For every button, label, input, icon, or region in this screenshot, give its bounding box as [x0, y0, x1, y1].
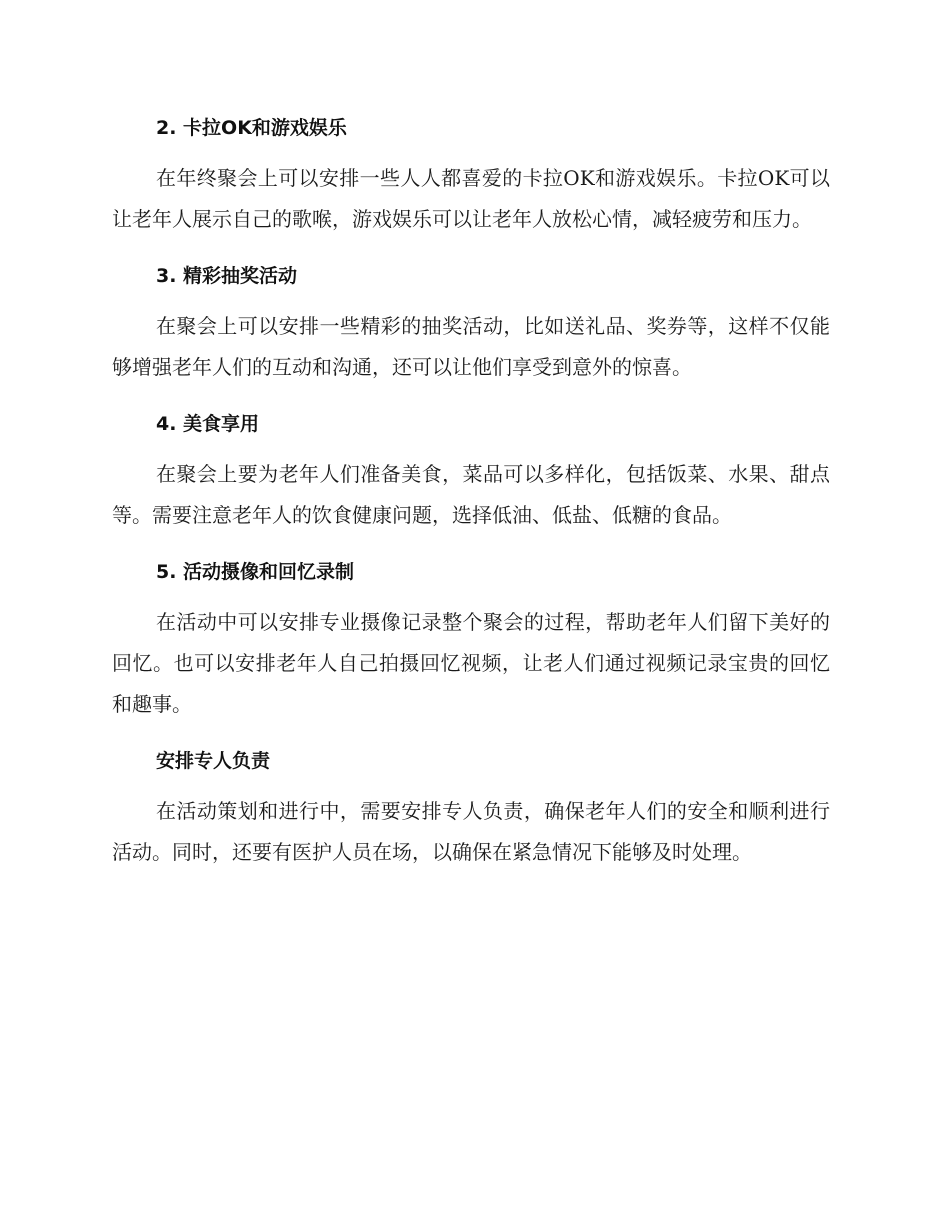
section-heading-lottery: 3. 精彩抽奖活动 — [156, 265, 298, 287]
document-body — [112, 108, 830, 889]
section-text-karaoke: 在年终聚会上可以安排一些人人都喜爱的卡拉OK和游戏娱乐。卡拉OK可以让老年人展示自己的歌喉，游戏娱乐可以让老年人放松心情，减轻疲劳和压力。 — [112, 166, 830, 231]
section-heading-karaoke: 2. 卡拉OK和游戏娱乐 — [156, 117, 347, 139]
section-heading-staff: 安排专人负责 — [156, 750, 271, 772]
section-heading-recording: 5. 活动摄像和回忆录制 — [156, 561, 355, 583]
section-text-lottery: 在聚会上可以安排一些精彩的抽奖活动，比如送礼品、奖券等，这样不仅能够增强老年人们的互动和沟通，还可以让他们享受到意外的惊喜。 — [112, 314, 830, 379]
section-text-food: 在聚会上要为老年人们准备美食，菜品可以多样化，包括饭菜、水果、甜点等。需要注意老年人的饮食健康问题，选择低油、低盐、低糖的食品。 — [112, 462, 830, 527]
section-text-recording: 在活动中可以安排专业摄像记录整个聚会的过程，帮助老年人们留下美好的回忆。也可以安排老年人自己拍摄回忆视频，让老人们通过视频记录宝贵的回忆和趣事。 — [112, 610, 830, 716]
section-text-staff: 在活动策划和进行中，需要安排专人负责，确保老年人们的安全和顺利进行活动。同时，还要有医护人员在场，以确保在紧急情况下能够及时处理。 — [112, 799, 830, 864]
section-heading-food: 4. 美食享用 — [156, 413, 260, 435]
